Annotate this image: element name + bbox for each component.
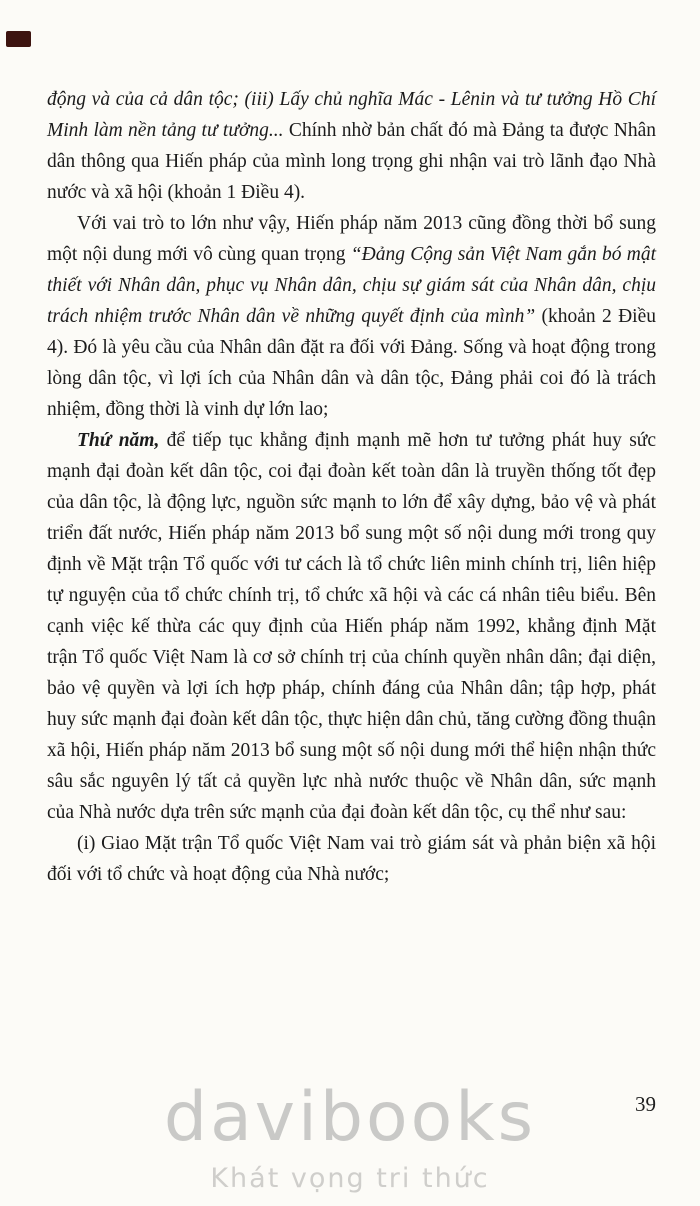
text-segment: Chính nhờ bản chất đó mà Đảng ta được Nhân dân thông qua Hiến pháp của mình long trọng ghi nhận vai trò lãnh đạo Nhà nước và xã hội (khoản 1 Điều 4). bbox=[47, 120, 656, 203]
watermark-tagline: Khát vọng tri thức bbox=[210, 1163, 490, 1194]
paragraph bbox=[47, 84, 656, 208]
watermark-logo: davibooks bbox=[163, 1078, 537, 1157]
scan-artifact bbox=[6, 31, 31, 47]
paragraph bbox=[47, 208, 656, 425]
text-segment: động và của cả dân tộc; (iii) Lấy chủ nghĩa Mác - Lênin và tư tưởng Hồ Chí Minh làm nền tảng tư tưởng... bbox=[47, 89, 656, 141]
text-segment: (i) Giao Mặt trận Tổ quốc Việt Nam vai trò giám sát và phản biện xã hội đối với tổ chức và hoạt động của Nhà nước; bbox=[47, 833, 656, 885]
text-segment: Thứ năm, bbox=[77, 430, 167, 451]
text-segment: (khoản 2 Điều 4). Đó là yêu cầu của Nhân dân đặt ra đối với Đảng. Sống và hoạt động trong lòng dân tộc, vì lợi ích của Nhân dân và dân tộc, Đảng phải coi đó là trách nhiệm, đồng thời là vinh dự lớn lao; bbox=[47, 306, 656, 420]
paragraph bbox=[47, 425, 656, 828]
paragraph bbox=[47, 828, 656, 890]
text-segment: “Đảng Cộng sản Việt Nam gắn bó mật thiết với Nhân dân, phục vụ Nhân dân, chịu sự giám sát của Nhân dân, chịu trách nhiệm trước Nhân dân về những quyết định của mình” bbox=[47, 244, 656, 327]
text-segment: để tiếp tục khẳng định mạnh mẽ hơn tư tưởng phát huy sức mạnh đại đoàn kết dân tộc, coi đại đoàn kết toàn dân là truyền thống tốt đẹp của dân tộc, là động lực, nguồn sức mạnh to lớn để xây dựng, bảo vệ và phát triển đất nước, Hiến pháp năm 2013 bổ sung một số nội dung mới trong quy định về Mặt trận Tổ quốc với tư cách là tổ chức liên minh chính trị, liên hiệp tự nguyện của tổ chức chính trị, tổ chức xã hội và các cá nhân tiêu biểu. Bên cạnh việc kế thừa các quy định của Hiến pháp năm 1992, khẳng định Mặt trận Tổ quốc Việt Nam là cơ sở chính trị của chính quyền nhân dân; đại diện, bảo vệ quyền và lợi ích hợp pháp, chính đáng của Nhân dân; tập hợp, phát huy sức mạnh đại đoàn kết dân tộc, thực hiện dân chủ, tăng cường đồng thuận xã hội, Hiến pháp năm 2013 bổ sung một số nội dung mới thể hiện nhận thức sâu sắc nguyên lý tất cả quyền lực nhà nước thuộc về Nhân dân, sức mạnh của Nhà nước dựa trên sức mạnh của đại đoàn kết dân tộc, cụ thể như sau: bbox=[47, 430, 657, 823]
page-text bbox=[47, 84, 656, 890]
page-number: 39 bbox=[635, 1092, 656, 1116]
text-segment: Với vai trò to lớn như vậy, Hiến pháp năm 2013 cũng đồng thời bổ sung một nội dung mới vô cùng quan trọng bbox=[47, 213, 656, 265]
